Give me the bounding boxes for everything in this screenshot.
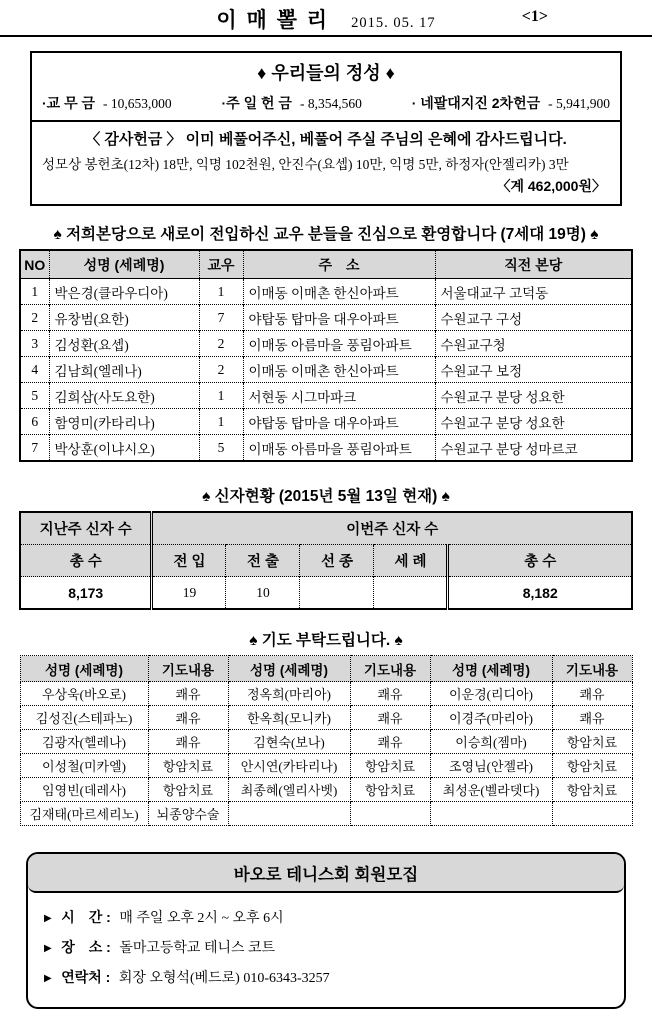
- offering-item: [222, 93, 362, 113]
- cell-parish: 수원교구 분당 성마르코: [435, 435, 632, 462]
- cell-prayer: 항암치료: [552, 778, 632, 802]
- table-row: [20, 383, 632, 409]
- cell-prayer: [350, 802, 430, 826]
- cell-prayer: 항암치료: [350, 778, 430, 802]
- value-baptized: [374, 577, 448, 610]
- subheader-moved-out: 전 출: [226, 545, 300, 577]
- welcome-table: [19, 249, 633, 462]
- tennis-item-value: 회장 오형석(베드로) 010-6343-3257: [118, 971, 330, 986]
- page-number: <1>: [521, 8, 548, 25]
- tennis-item-value: 돌마고등학교 테니스 코트: [119, 941, 276, 956]
- cell-name: 정옥희(마리아): [228, 682, 350, 706]
- table-row: [20, 279, 632, 305]
- cell-no: 2: [20, 305, 49, 331]
- cell-prayer: 뇌종양수술: [148, 802, 228, 826]
- col-header-no: NO: [20, 250, 49, 279]
- prayer-table: [20, 655, 633, 826]
- offering-label: · 네팔대지진 2차헌금: [411, 95, 541, 111]
- cell-address: 이매동 이매촌 한신아파트: [243, 357, 435, 383]
- cell-prayer: 쾌유: [350, 682, 430, 706]
- thanks-offering-detail: 성모상 봉헌초(12차) 18만, 익명 102천원, 안진수(요셉) 10만, 익명 5만, 하정자(안젤리카) 3만: [42, 157, 569, 172]
- cell-parish: 수원교구 분당 성요한: [435, 383, 632, 409]
- table-row: [20, 802, 632, 826]
- cell-group: 7: [199, 305, 243, 331]
- table-row: [20, 778, 632, 802]
- cell-prayer: 쾌유: [148, 682, 228, 706]
- status-group-row: [20, 512, 632, 545]
- status-values-row: [20, 577, 632, 610]
- cell-address: 서현동 시그마파크: [243, 383, 435, 409]
- tennis-item-label: 장 소 :: [61, 939, 111, 955]
- cell-name: 안시연(카타리나): [228, 754, 350, 778]
- bulletin-title: 이 매 뽈 리: [216, 9, 330, 32]
- cell-parish: 수원교구청: [435, 331, 632, 357]
- cell-address: 이매동 이매촌 한신아파트: [243, 279, 435, 305]
- offering-title: ♦ 우리들의 정성 ♦: [257, 63, 395, 83]
- cell-group: 1: [199, 279, 243, 305]
- col-header-name: 성명 (세례명): [49, 250, 199, 279]
- tennis-item-label: 시 간 :: [61, 909, 111, 925]
- cell-prayer: 쾌유: [148, 706, 228, 730]
- tennis-recruit-box: [26, 852, 626, 1009]
- welcome-heading: ♠ 저희본당으로 새로이 전입하신 교우 분들을 진심으로 환영합니다 (7세대 19명) ♠: [53, 226, 599, 243]
- subheader-moved-in: 전 입: [152, 545, 226, 577]
- header-divider: [0, 35, 652, 37]
- tennis-item-contact: [44, 963, 608, 993]
- prayer-header-row: [20, 656, 632, 682]
- this-week-label: 이번주 신자 수: [152, 512, 632, 545]
- table-row: [20, 305, 632, 331]
- cell-name: 한옥희(모니카): [228, 706, 350, 730]
- cell-no: 1: [20, 279, 49, 305]
- col-header-parish: 직전 본당: [435, 250, 632, 279]
- subheader-baptized: 세 례: [374, 545, 448, 577]
- value-moved-in: 19: [152, 577, 226, 610]
- prayer-heading: ♠ 기도 부탁드립니다. ♠: [249, 632, 403, 649]
- cell-name: [430, 802, 552, 826]
- cell-prayer: 쾌유: [148, 730, 228, 754]
- tennis-items: [28, 893, 624, 1007]
- cell-name: 김광자(헬레나): [20, 730, 148, 754]
- offering-label: ·주 일 헌 금: [221, 95, 292, 111]
- thanks-offering-total: 〈계 462,000원〉: [496, 178, 606, 194]
- subheader-total: 총 수: [20, 545, 152, 577]
- cell-name: 박은경(클라우디아): [49, 279, 199, 305]
- cell-name: 이경주(마리아): [430, 706, 552, 730]
- cell-parish: 수원교구 구성: [435, 305, 632, 331]
- offering-amount: - 5,941,900: [548, 96, 610, 111]
- offering-item: [412, 93, 610, 113]
- offering-amount: - 10,653,000: [103, 96, 172, 111]
- col-header-name: 성명 (세례명): [20, 656, 148, 682]
- cell-name: 김현숙(보나): [228, 730, 350, 754]
- cell-no: 6: [20, 409, 49, 435]
- tennis-item-label: 연락처 :: [61, 969, 111, 985]
- cell-name: 김성진(스테파노): [20, 706, 148, 730]
- cell-prayer: 항암치료: [148, 778, 228, 802]
- last-week-label: 지난주 신자 수: [20, 512, 152, 545]
- value-moved-out: 10: [226, 577, 300, 610]
- table-row: [20, 754, 632, 778]
- cell-name: 임영빈(데레사): [20, 778, 148, 802]
- value-deceased: [300, 577, 374, 610]
- cell-name: [228, 802, 350, 826]
- cell-name: 함영미(카타리나): [49, 409, 199, 435]
- cell-group: 5: [199, 435, 243, 462]
- triangle-bullet-icon: ▶: [44, 973, 52, 984]
- status-subheader-row: [20, 545, 632, 577]
- cell-group: 2: [199, 357, 243, 383]
- issue-date: 2015. 05. 17: [351, 15, 436, 31]
- cell-address: 이매동 아름마을 풍림아파트: [243, 331, 435, 357]
- subheader-total-now: 총 수: [448, 545, 632, 577]
- welcome-header-row: [20, 250, 632, 279]
- cell-prayer: 쾌유: [350, 706, 430, 730]
- table-row: [20, 409, 632, 435]
- table-row: [20, 682, 632, 706]
- tennis-box-title: 바오로 테니스회 회원모집: [28, 854, 624, 893]
- table-row: [20, 730, 632, 754]
- cell-parish: 서울대교구 고덕동: [435, 279, 632, 305]
- offering-label: ·교 무 금: [42, 95, 96, 111]
- cell-name: 김성환(요셉): [49, 331, 199, 357]
- table-row: [20, 706, 632, 730]
- cell-name: 우상욱(바오로): [20, 682, 148, 706]
- triangle-bullet-icon: ▶: [44, 943, 52, 954]
- subheader-deceased: 선 종: [300, 545, 374, 577]
- cell-name: 김재태(마르세리노): [20, 802, 148, 826]
- cell-prayer: 쾌유: [552, 706, 632, 730]
- col-header-name: 성명 (세례명): [228, 656, 350, 682]
- cell-name: 이성철(미카엘): [20, 754, 148, 778]
- cell-address: 야탑동 탑마을 대우아파트: [243, 305, 435, 331]
- cell-group: 1: [199, 409, 243, 435]
- cell-name: 조영님(안젤라): [430, 754, 552, 778]
- offering-box: [30, 51, 622, 206]
- col-header-group: 교우: [199, 250, 243, 279]
- col-header-address: 주 소: [243, 250, 435, 279]
- value-last-total: 8,173: [20, 577, 152, 610]
- status-heading: ♠ 신자현황 (2015년 5월 13일 현재) ♠: [202, 488, 450, 505]
- cell-prayer: [552, 802, 632, 826]
- status-table: [19, 511, 633, 610]
- cell-parish: 수원교구 보정: [435, 357, 632, 383]
- tennis-item-place: [44, 933, 608, 963]
- cell-prayer: 항암치료: [350, 754, 430, 778]
- tennis-item-time: [44, 903, 608, 933]
- col-header-prayer: 기도내용: [148, 656, 228, 682]
- cell-group: 1: [199, 383, 243, 409]
- col-header-name: 성명 (세례명): [430, 656, 552, 682]
- offering-item: [42, 93, 172, 113]
- cell-name: 이운경(리디아): [430, 682, 552, 706]
- cell-name: 유창범(요한): [49, 305, 199, 331]
- cell-name: 김남희(엘레나): [49, 357, 199, 383]
- cell-address: 이매동 아름마을 풍림아파트: [243, 435, 435, 462]
- triangle-bullet-icon: ▶: [44, 913, 52, 924]
- col-header-prayer: 기도내용: [552, 656, 632, 682]
- cell-prayer: 쾌유: [552, 682, 632, 706]
- cell-name: 박상훈(이냐시오): [49, 435, 199, 462]
- cell-no: 7: [20, 435, 49, 462]
- offering-amount: - 8,354,560: [299, 96, 362, 111]
- cell-no: 5: [20, 383, 49, 409]
- tennis-item-value: 매 주일 오후 2시 ~ 오후 6시: [119, 911, 284, 926]
- col-header-prayer: 기도내용: [350, 656, 430, 682]
- cell-no: 3: [20, 331, 49, 357]
- value-this-total: 8,182: [448, 577, 632, 610]
- cell-name: 김희삼(사도요한): [49, 383, 199, 409]
- cell-name: 최종혜(엘리사벳): [228, 778, 350, 802]
- cell-parish: 수원교구 분당 성요한: [435, 409, 632, 435]
- thanks-offering-title: 〈 감사헌금 〉 이미 베풀어주신, 베풀어 주실 주님의 은혜에 감사드립니다.: [85, 131, 567, 148]
- cell-name: 최성운(벨라뎃다): [430, 778, 552, 802]
- table-row: [20, 357, 632, 383]
- offering-amounts-row: [32, 87, 620, 122]
- cell-no: 4: [20, 357, 49, 383]
- cell-prayer: 항암치료: [552, 754, 632, 778]
- page-header: [0, 0, 652, 34]
- cell-address: 야탑동 탑마을 대우아파트: [243, 409, 435, 435]
- cell-group: 2: [199, 331, 243, 357]
- cell-prayer: 쾌유: [350, 730, 430, 754]
- cell-name: 이승희(젬마): [430, 730, 552, 754]
- cell-prayer: 항암치료: [148, 754, 228, 778]
- table-row: [20, 331, 632, 357]
- cell-prayer: 항암치료: [552, 730, 632, 754]
- table-row: [20, 435, 632, 462]
